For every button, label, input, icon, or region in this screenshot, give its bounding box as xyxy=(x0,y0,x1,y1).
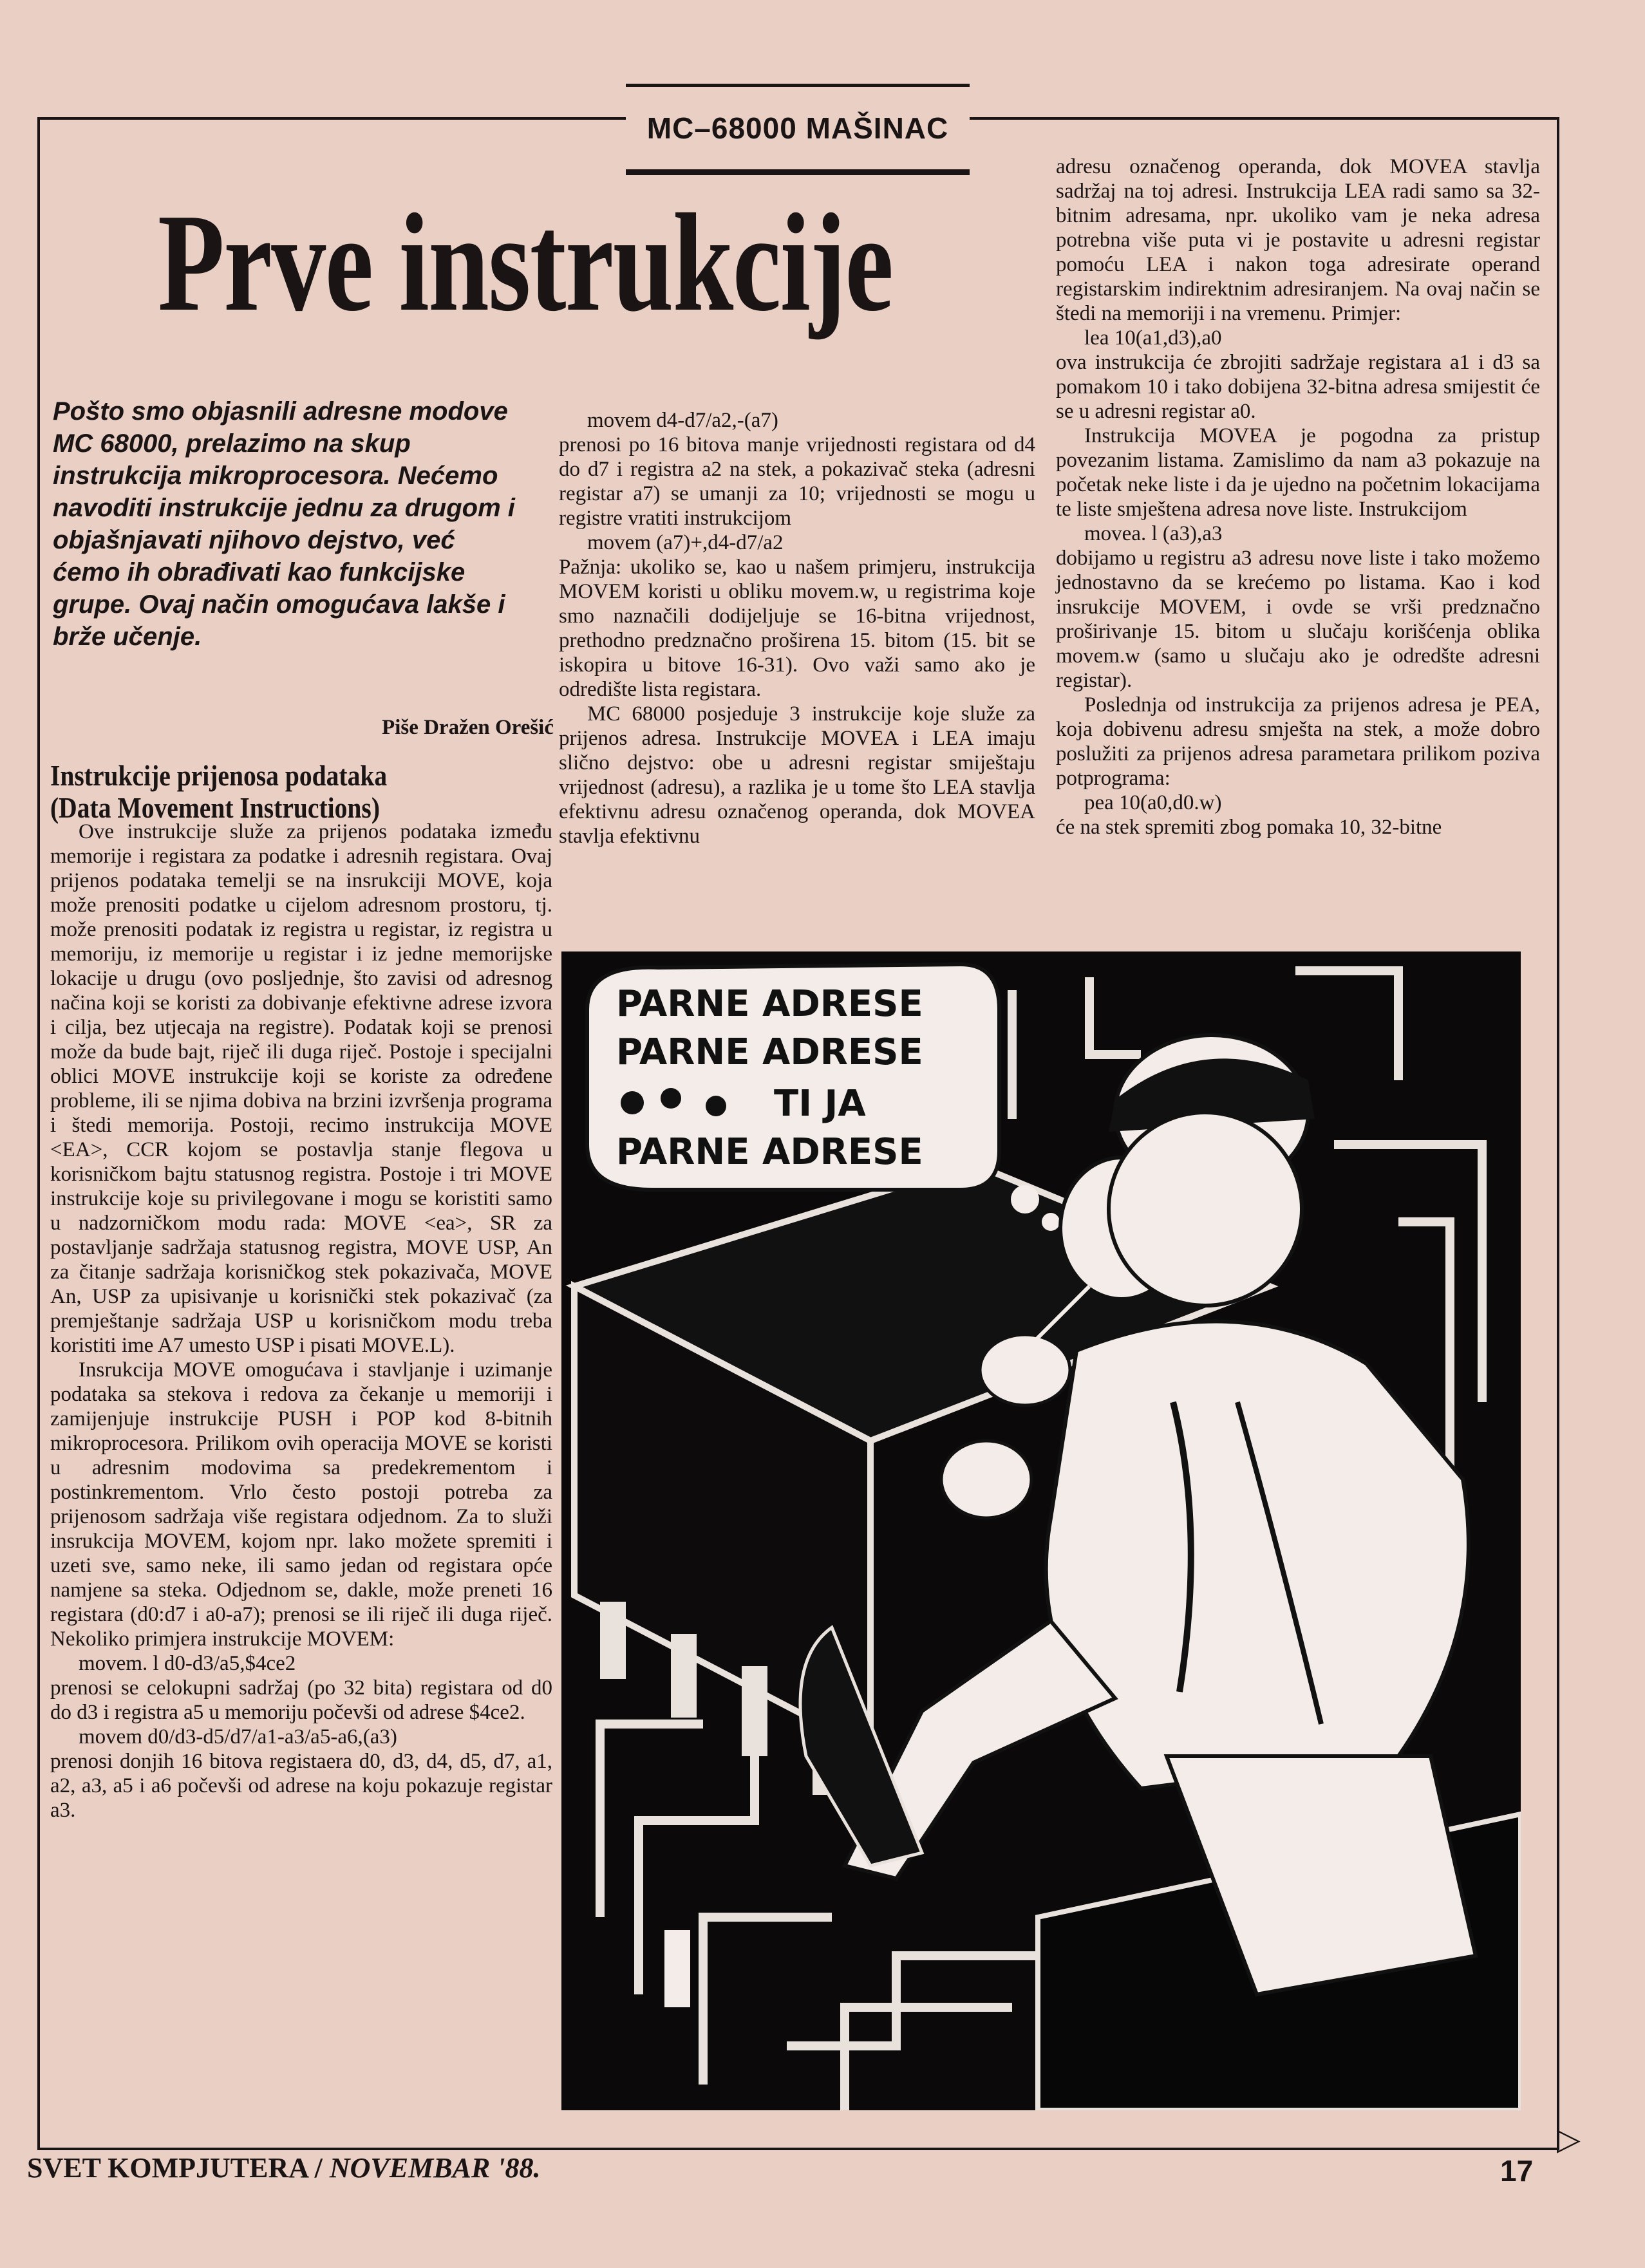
paragraph: prenosi se celokupni sadržaj (po 32 bita) registara od d0 do d3 i registra a5 u memoriju počevši od adrese $4ce2. xyxy=(50,1676,552,1724)
byline: Piše Dražen Orešić xyxy=(382,716,554,739)
code-line: movea. l (a3),a3 xyxy=(1084,522,1223,545)
bubble-line-4: PARNE ADRESE xyxy=(616,1131,923,1173)
headline: Prve instrukcije xyxy=(158,185,893,341)
paragraph: dobijamo u registru a3 adresu nove liste i tako možemo jednostavno da se krećemo po listama. Kao i kod insrukcije MOVEM, i ovde se vrši predznačno proširivanje 15. bitom u slučaju korišćenja oblika movem.w (samo u slučaju ako je odredšte adresni registar). xyxy=(1056,547,1540,692)
paragraph: prenosi po 16 bitova manje vrijednosti registara od d4 do d7 i registra a2 na stek, a pokazivač steka (adresni registar a7) se umanji za 10; vrijednosti se mogu u registre vratiti instrukcijom xyxy=(559,433,1035,530)
bubble-line-3: TI JA xyxy=(774,1083,866,1125)
code-line: movem (a7)+,d4-d7/a2 xyxy=(587,531,784,554)
paragraph: Instrukcija MOVEA je pogodna za pristup povezanim listama. Zamislimo da nam a3 pokazuje na početak neke liste i da je ujedno na početnim lokacijama te liste smještena adresa nove liste. Instrukcijom xyxy=(1056,424,1540,521)
section-tag: MC–68000 MAŠINAC xyxy=(626,84,970,175)
footer-separator: / xyxy=(314,2152,323,2184)
paragraph: Pažnja: ukoliko se, kao u našem primjeru, instrukcija MOVEM koristi u obliku movem.w, u registrima koje smo naznačili dodijeljuje se 16-bitna vrijednost, prethodno predznačno proširena 15. bitom (15. bit se iskopira u bitove 16-31). Ovo važi samo ako je odredište lista registara. xyxy=(559,556,1035,701)
comic-drawing xyxy=(561,951,1521,2110)
code-line: movem d4-d7/a2,-(a7) xyxy=(587,409,778,432)
paragraph: ova instrukcija će zbrojiti sadržaje registara a1 i d3 sa pomakom 10 i tako dobijena 32-bitna adresa smijestit će se u adresni registar a0. xyxy=(1056,351,1540,423)
code-line: movem. l d0-d3/a5,$4ce2 xyxy=(79,1652,296,1675)
subheading-line-2: (Data Movement Instructions) xyxy=(50,791,381,824)
bubble-line-2: PARNE ADRESE xyxy=(616,1031,923,1073)
paragraph: MC 68000 posjeduje 3 instrukcije koje služe za prijenos adresa. Instrukcije MOVEA i LEA imaju slično dejstvo: obe u adresni registar smiještaju vrijednost (adresu), a razlika je u tome što LEA stavlja efektivnu adresu označenog operanda, dok MOVEA stavlja efektivnu xyxy=(559,702,1035,848)
magazine-name: SVET KOMPJUTERA xyxy=(27,2152,308,2184)
paragraph: Poslednja od instrukcija za prijenos adresa je PEA, koja dobivenu adresu smješta na stek, a može dobro poslužiti za prijenos adresa parametara prilikom poziva potprograma: xyxy=(1056,693,1540,790)
code-line: lea 10(a1,d3),a0 xyxy=(1084,326,1222,350)
footer-magazine xyxy=(27,2151,540,2184)
paragraph: Ove instrukcije služe za prijenos podataka između memorije i registara za podatke i adresnih registara. Ovaj prijenos podataka temelji se na insrukciji MOVE, koja može prenositi podatke u cijelom adresnom prostoru, tj. može prenositi podatak iz registra u registar, iz registra u memoriju, iz memorije u registar i iz jedne memorijske lokacije u drugu (ovo posljednje, što zavisi od adresnog načina koji se koristi za dobivanje efektivne adrese izvora i cilja, bez utjecaja na registre). Podatak koji se prenosi može da bude bajt, riječ ili duga riječ. Postoje i specijalni oblici MOVE instrukcije koji se koriste za određene probleme, ili se njima dobiva na brzini izvršenja programa i štedi memorija. Postoji, recimo instrukcija MOVE <EA>, CCR kojom se postavlja stanje flegova u korisničkom bajtu statusnog registra. Postoje i tri MOVE instrukcije koje su privilegovane i mogu se koristiti samo u nadzorničkom modu rada: MOVE <ea>, SR za postavljanje sadržaja statusnog registra, MOVE USP, An za čitanje sadržaja korisničkog stek pokazivača, MOVE An, USP za upisivanje u korisnički stek pokazivač (za premještanje sadržaja USP u korisničkom modu treba koristiti ime A7 umesto USP i pisati MOVE.L). xyxy=(50,820,552,1357)
bubble-line-1: PARNE ADRESE xyxy=(616,983,923,1025)
subheading-line-1: Instrukcije prijenosa podataka xyxy=(50,759,388,792)
paragraph: će na stek spremiti zbog pomaka 10, 32-bitne xyxy=(1056,816,1442,839)
page-number: 17 xyxy=(1500,2154,1534,2188)
column-1 xyxy=(50,731,552,1823)
code-line: movem d0/d3-d5/d7/a1-a3/a5-a6,(a3) xyxy=(79,1725,397,1748)
paragraph: Insrukcija MOVE omogućava i stavljanje i uzimanje podataka sa stekova i redova za čekanje u memoriji i zamijenjuje instrukcije PUSH i POP kod 8-bitnih mikroprocesora. Prilikom ovih operacija MOVE se koristi u adresnim modovima sa predekrementom i postinkrementom. Vrlo često postoji potreba za prijenosom sadržaja više registara odjednom. Za to služi insrukcija MOVEM, kojom npr. lako možete spremiti i uzeti sve, samo neke, ili samo jedan od registara opće namjene sa steka. Odjednom se, dakle, može preneti 16 registara (d0:d7 i a0-a7); prenosi se ili riječ ili duga riječ. Nekoliko primjera instrukcije MOVEM: xyxy=(50,1358,552,1651)
column-2 xyxy=(559,408,1035,848)
column-3 xyxy=(1056,155,1540,839)
paragraph: adresu označenog operanda, dok MOVEA stavlja sadržaj na toj adresi. Instrukcija LEA radi samo sa 32-bitnim adresama, npr. ukoliko vam je neka adresa potrebna više puta vi je postavite u adresni registar pomoću LEA i nakon toga adresirate operand registarskim indirektnim adresiranjem. Na ovaj način se štedi na memoriji i na vremenu. Primjer: xyxy=(1056,155,1540,325)
continue-arrow-icon: ▷ xyxy=(1557,2123,1581,2157)
paragraph: prenosi donjih 16 bitova registaera d0, d3, d4, d5, d7, a1, a2, a3, a5 i a6 počevši od adrese na koju pokazuje registar a3. xyxy=(50,1750,552,1822)
issue-date: NOVEMBAR '88. xyxy=(329,2152,541,2184)
comic-illustration xyxy=(561,951,1521,2110)
bubble-dot xyxy=(1042,1213,1060,1231)
lead-paragraph: Pošto smo objasnili adresne modove MC 68000, prelazimo na skup instrukcija mikroprocesora. Nećemo navoditi instrukcije jednu za drugom i objašnjavati njihovo dejstvo, već ćemo ih obrađivati kao funkcijske grupe. Ovaj način omogućava lakše i brže učenje. xyxy=(53,397,515,651)
code-line: pea 10(a0,d0.w) xyxy=(1084,791,1222,814)
bubble-dot xyxy=(1011,1185,1039,1214)
